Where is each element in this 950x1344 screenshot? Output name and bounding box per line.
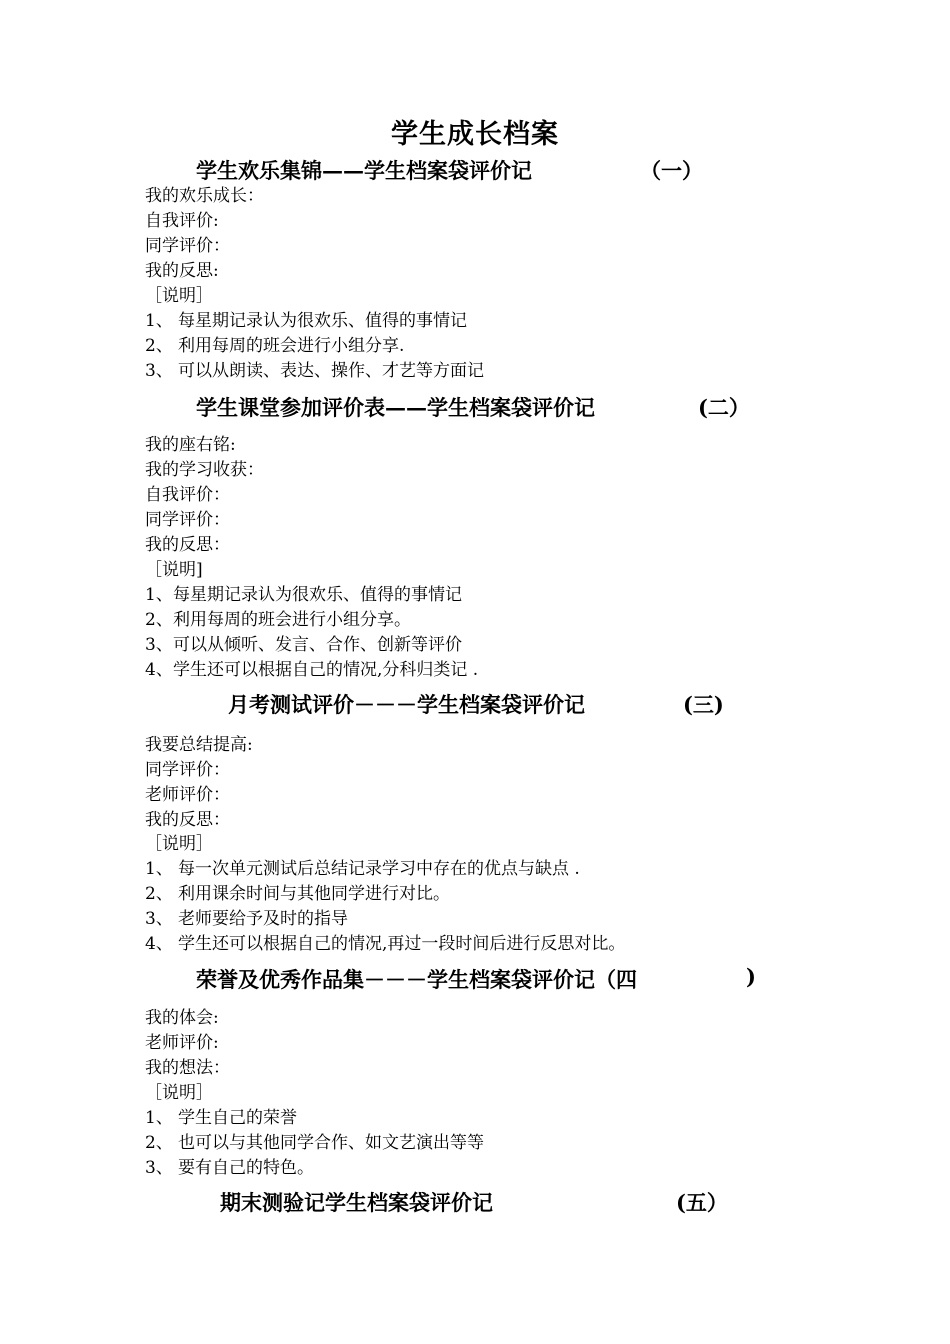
item-text: 学生自己的荣誉 (178, 1108, 297, 1128)
section-4-field-teacher-eval: 老师评价: (145, 1033, 219, 1053)
section-3-item-3 (145, 904, 348, 929)
item-number: 2、 (145, 1133, 173, 1153)
item-text: 学生还可以根据自己的情况,再过一段时间后进行反思对比。 (178, 934, 626, 954)
section-1-field-self-eval: 自我评价: (145, 211, 219, 231)
section-3-note-label: ［说明］ (145, 834, 213, 854)
section-2-item-3 (145, 630, 462, 655)
item-number: 1、 (145, 1108, 173, 1128)
section-3-suffix: (三) (683, 692, 724, 717)
section-1-suffix: （一） (640, 158, 703, 183)
section-1-item-3 (145, 356, 484, 381)
item-number: 1、 (145, 859, 173, 879)
item-text: 每星期记录认为很欢乐、值得的事情记 (173, 585, 462, 605)
document-title: 学生成长档案 (391, 119, 559, 150)
item-number: 4、 (145, 660, 173, 680)
section-2-item-1 (145, 580, 462, 605)
section-1-field-joy: 我的欢乐成长： (145, 186, 264, 206)
section-2-suffix: (二） (698, 395, 750, 420)
section-5-suffix: (五） (676, 1190, 728, 1215)
item-text: 可以从朗读、表达、操作、才艺等方面记 (178, 361, 484, 381)
section-1-item-2 (145, 331, 404, 356)
item-number: 3、 (145, 635, 173, 655)
section-4-note-label: ［说明］ (145, 1083, 213, 1103)
section-1-note-label: ［说明］ (145, 286, 213, 306)
item-number: 3、 (145, 361, 173, 381)
section-1-item-1 (145, 306, 467, 331)
section-3-heading: 月考测试评价－－－学生档案袋评价记 (228, 692, 585, 717)
section-3-field-summary: 我要总结提高: (145, 735, 253, 755)
section-5-heading: 期末测验记学生档案袋评价记 (220, 1190, 493, 1215)
section-3-field-teacher-eval: 老师评价： (145, 785, 230, 805)
section-2-field-gains: 我的学习收获： (145, 460, 264, 480)
section-4-field-thoughts: 我的想法： (145, 1058, 230, 1078)
section-3-field-peer-eval: 同学评价： (145, 760, 230, 780)
section-3-item-4 (145, 929, 625, 954)
section-4-heading: 荣誉及优秀作品集－－－学生档案袋评价记（四 (196, 967, 637, 992)
item-text: 学生还可以根据自己的情况,分科归类记 . (173, 660, 479, 680)
item-text: 要有自己的特色。 (178, 1158, 314, 1178)
section-4-suffix: ) (746, 964, 756, 989)
section-3-field-reflection: 我的反思： (145, 810, 230, 830)
item-text: 老师要给予及时的指导 (178, 909, 348, 929)
item-number: 2、 (145, 884, 173, 904)
item-text: 也可以与其他同学合作、如文艺演出等等 (178, 1133, 484, 1153)
item-number: 2、 (145, 610, 173, 630)
section-1-field-reflection: 我的反思: (145, 261, 219, 281)
item-text: 每星期记录认为很欢乐、值得的事情记 (178, 311, 467, 331)
item-number: 3、 (145, 1158, 173, 1178)
item-text: 利用每周的班会进行小组分享。 (173, 610, 411, 630)
item-number: 4、 (145, 934, 173, 954)
item-number: 2、 (145, 336, 173, 356)
section-2-field-motto: 我的座右铭: (145, 435, 236, 455)
item-number: 1、 (145, 585, 173, 605)
section-4-item-2 (145, 1128, 484, 1153)
item-text: 利用每周的班会进行小组分享. (178, 336, 405, 356)
section-4-item-1 (145, 1103, 297, 1128)
section-3-item-2 (145, 879, 450, 904)
item-text: 利用课余时间与其他同学进行对比。 (178, 884, 450, 904)
section-2-field-reflection: 我的反思： (145, 535, 230, 555)
section-4-item-3 (145, 1153, 314, 1178)
section-1-heading-text: 学生欢乐集锦——学生档案袋评价记 (196, 158, 532, 183)
item-text: 每一次单元测试后总结记录学习中存在的优点与缺点 . (178, 859, 580, 879)
section-2-field-self-eval: 自我评价： (145, 485, 230, 505)
item-number: 3、 (145, 909, 173, 929)
section-1-field-peer-eval: 同学评价： (145, 236, 230, 256)
section-3-item-1 (145, 854, 580, 879)
section-4-field-experience: 我的体会: (145, 1008, 219, 1028)
section-2-note-label: ［说明] (145, 560, 203, 580)
item-number: 1、 (145, 311, 173, 331)
section-2-field-peer-eval: 同学评价： (145, 510, 230, 530)
section-2-heading: 学生课堂参加评价表——学生档案袋评价记 (196, 395, 595, 420)
item-text: 可以从倾听、发言、合作、创新等评价 (173, 635, 462, 655)
section-2-item-2 (145, 605, 411, 630)
section-2-item-4 (145, 655, 478, 680)
